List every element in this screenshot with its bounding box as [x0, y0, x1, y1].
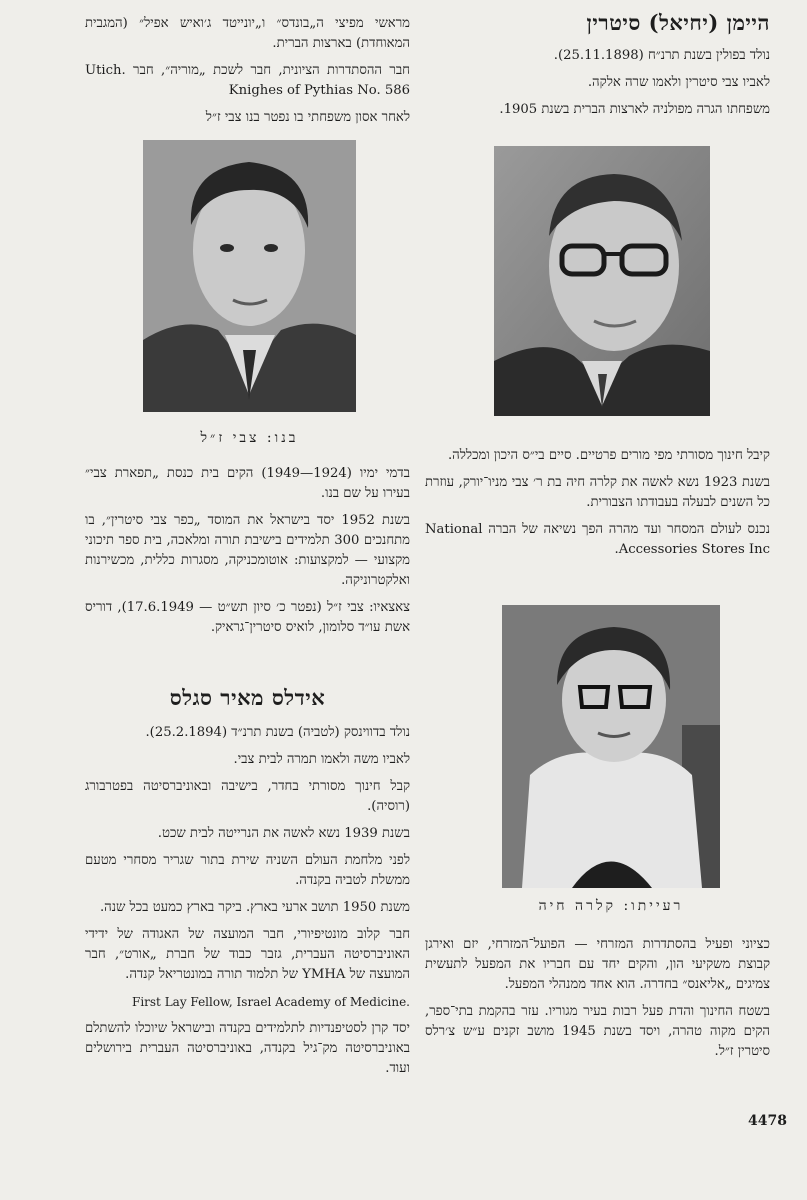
- left-column-bottom: [85, 685, 410, 1086]
- person2-bio-6: משנת 1950 תושב ארעי בארץ. ביקר בארץ כמעט בכל שנה.: [99, 900, 410, 915]
- left-mid-2: בשנת 1952 יסד בישראל את המוסד „כפר צבי סיטרין״, בו מתחנכים 300 תלמידים בישיבת תורה ומלאכה, בית ספר תיכוני מקצועי — למקצועות: אוטומכניקה, מסגרות כללית, מכשירנות ואלקטרוניקה.: [85, 513, 410, 588]
- photo2-caption: רעייתו: קלרה חיה: [538, 898, 684, 914]
- person1-tail-1: כציוני ופעיל בהסתדרות המזרחי — הפועל־המזרחי, יזם ואירגן קבוצת משקיעי הון, והקים יחד עם חבריו את המפעל לתעשית צמיגים „אליאנס״ בחדרה. הוא אחד ממנהלי המפעל.: [425, 937, 770, 992]
- left-top-2: חבר ההסתדרות הציונית, חבר לשכת „מוריה״, חבר Utich. Knighes of Pythias No. 586: [85, 63, 410, 98]
- right-column-mid: [425, 446, 770, 567]
- person2-bio-5: לפני מלחמת העולם השניה שירת בתור שגריר מסחרי מטעם ממשלת לטביה בקנדה.: [85, 853, 410, 888]
- person2-bio-4: בשנת 1939 נשא לאשה את הנרייטה לבית שכט.: [157, 826, 410, 841]
- photo-clara-chaya: [502, 605, 720, 888]
- left-top-1: מראשי מפיצי ה„בונדס״ ו„יונייטד ג׳ואיש אפיל״ (המגבית המאוחדת) בארצות הברית.: [85, 16, 410, 51]
- left-mid-1: בדמי ימיו (1924—1949) הקים בית כנסת „תפארת צבי״ בעירו על שם בנו.: [85, 466, 410, 501]
- person2-bio-3: קבל חינוך מסורתי בחדר, בישיבה ובאוניברסיטה בפטרבורג (רוסיה).: [85, 779, 410, 814]
- left-column-top: [85, 14, 410, 135]
- person2-bio-8: First Lay Fellow, Israel Academy of Medicine.: [132, 995, 410, 1009]
- photo1-caption: בנו: צבי ז״ל: [200, 430, 299, 446]
- person1-body-1: קיבל חינוך מסורתי מפי מורים פרטיים. סיים בי״ס היכון ומכללה.: [447, 448, 770, 463]
- right-column-bottom: [425, 935, 770, 1069]
- person1-intro-1: נולד בפולין בשנת תרנ״ח (25.11.1898).: [553, 48, 770, 63]
- person1-body-2: בשנת 1923 נשא לאשה את קלרה חיה בת ר׳ צבי מניו־יורק, עוזרת כל השנים לבעלה בעבודתו הצבורית.: [425, 475, 771, 510]
- person2-heading: אידלס מאיר סגלס: [169, 685, 326, 710]
- person2-bio-2: לאביו משה ולאמו תמרה לבית צבי.: [233, 752, 410, 767]
- person2-bio-7: חבר קלוב מונטיפיורי, חבר המועצה של האגודה של ידידי האוניברסיטה העברית, גזבר כבוד של חברת „אורט״, חבר המועצה של YMHA של תלמוד תורה במונטריאל קנדה.: [85, 927, 410, 982]
- left-mid-3: צאצאיו: צבי ז״ל (נפטר כ׳ סיון תש״ט — 17.6.1949), דוריס אשת עו״ד סלומון, לואיס סיטרין־גראיק.: [85, 600, 410, 635]
- left-top-3: לאחר אסון משפחתי בו נפטר בנו צבי ז״ל: [205, 110, 410, 125]
- person1-intro-3: משפחתו הגרה מפולניה לארצות הברית בשנת 1905.: [499, 102, 770, 117]
- photo-hyman-citrin: [494, 146, 710, 416]
- person1-intro-2: לאביו צבי סיטרין ולאמו שרה אלקה.: [587, 75, 770, 90]
- photo-zvi: [143, 140, 356, 412]
- left-column-mid: [85, 464, 410, 645]
- person1-body-3: נכנס לעולם המסחר ועד מהרה הפך נשיאה של הברה National Accessories Stores Inc.: [425, 522, 770, 557]
- page-number: 4478: [748, 1113, 787, 1129]
- person2-bio-1: נולד בדווינסק (לטביה) בשנת תרנ״ד (25.2.1894).: [145, 725, 410, 740]
- person1-tail-2: בשטח החינוך והדת פעל רבות בעיר מגוריו. עזר בהקמת בתי־ספר, הקים מקוה טהרה, ויסד בשנת 1945 מושב זקנים ע״ש צ׳רלס סיטרין ז״ל.: [425, 1004, 770, 1059]
- person2-bio-9: יסד קרן לסטיפנדיות לתלמידים בקנדה ובישראל שיוכלו להשתלם באוניברסיטה מק־גיל בקנדה, באוניברסיטה העברית בירושלים ועוד.: [85, 1021, 410, 1076]
- person1-heading: היימן (יחיאל) סיטרין: [586, 10, 770, 35]
- right-column-top: [425, 10, 770, 127]
